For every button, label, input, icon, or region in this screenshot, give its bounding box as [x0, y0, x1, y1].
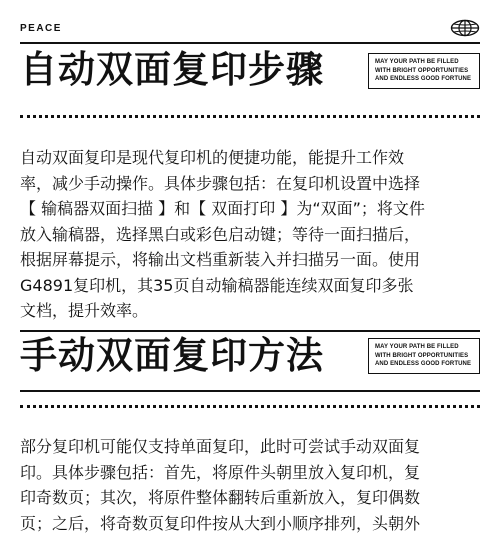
tagline-line: AND ENDLESS GOOD FORTUNE	[375, 361, 472, 367]
tagline-line: WITH BRIGHT OPPORTUNITIES	[375, 67, 469, 74]
section-divider	[20, 115, 480, 118]
tagline-box	[368, 53, 480, 89]
section-title: 手动双面复印方法	[20, 334, 324, 377]
body-line: 文档，提升效率。	[20, 301, 149, 320]
tagline-line: MAY YOUR PATH BE FILLED	[375, 59, 459, 65]
body-line: 部分复印机可能仅支持单面复印，此时可尝试手动双面复	[20, 437, 421, 456]
body-line: G4891复印机，其35页自动输稿器能连续双面复印多张	[20, 275, 414, 295]
body-line: 率，减少手动操作。具体步骤包括：在复印机设置中选择	[20, 173, 421, 193]
body-line: 页；之后，将奇数页复印件按从大到小顺序排列，头朝外	[20, 513, 421, 533]
body-line: 印奇数页；其次，将原件整体翻转后重新放入，复印偶数	[20, 488, 421, 507]
section-rule	[20, 390, 480, 392]
section-body	[20, 434, 482, 533]
body-line: 印。具体步骤包括：首先，将原件头朝里放入复印机，复	[20, 462, 421, 482]
section-title: 自动双面复印步骤	[20, 48, 324, 91]
tagline-line: AND ENDLESS GOOD FORTUNE	[375, 76, 472, 82]
header-rule	[20, 42, 480, 44]
section-divider	[20, 405, 480, 408]
body-line: 【 输稿器双面扫描 】和【 双面打印 】为“双面”；将文件	[20, 199, 425, 218]
section-body	[20, 145, 482, 324]
tagline-line: MAY YOUR PATH BE FILLED	[375, 344, 459, 350]
body-line: 放入输稿器，选择黑白或彩色启动键；等待一面扫描后，	[20, 224, 421, 244]
section-rule	[20, 330, 480, 332]
brand-name: PEACE	[20, 23, 62, 34]
body-line: 自动双面复印是现代复印机的便捷功能，能提升工作效	[20, 148, 405, 167]
top-bar	[20, 19, 480, 41]
body-line: 根据屏幕提示，将输出文档重新装入并扫描另一面。使用	[20, 250, 421, 269]
tagline-line: WITH BRIGHT OPPORTUNITIES	[375, 352, 469, 359]
globe-icon	[450, 19, 480, 37]
tagline-box	[368, 338, 480, 374]
